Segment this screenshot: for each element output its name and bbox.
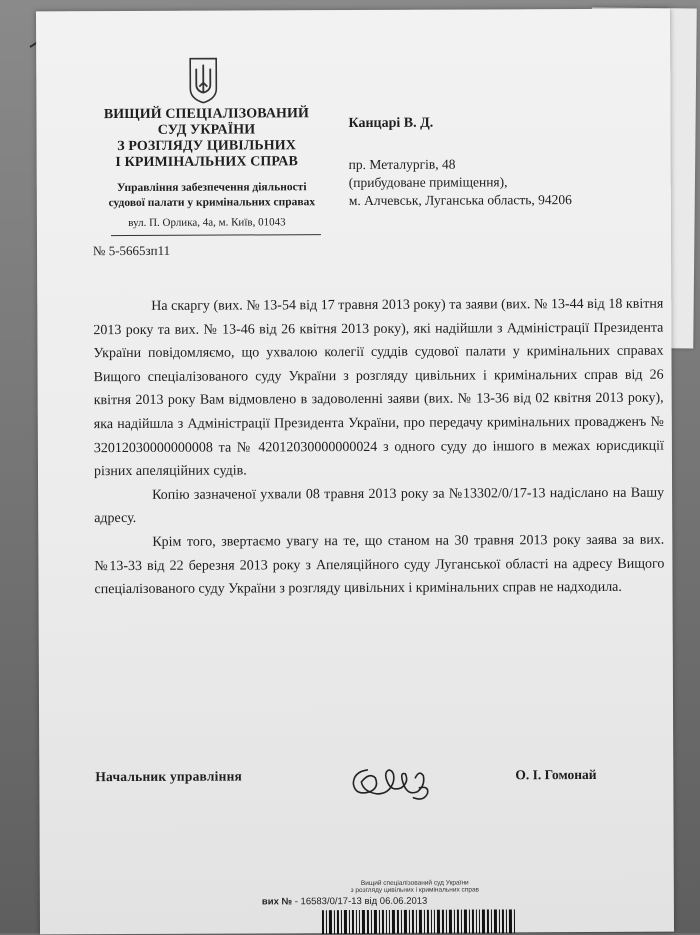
body-paragraph-2: Копію зазначеної ухвали 08 травня 2013 року за №13302/0/17-13 надіслано на Вашу адресу.	[94, 485, 665, 527]
body-paragraph-1: На скаргу (вих. № 13-54 від 17 травня 2013 року) та заяви (вих. № 13-44 від 18 квітня 2013 року та вих. № 13-46 від 26 квітня 2013 року), які надійшли з Адміністрації Президента України повідомляємо, що ухвалою колегії суддів судової палати у кримінальних справах Вищого спеціалізованого суду України з розгляду цивільних і кримінальних справ від 26 квітня 2013 року Вам відмовлено в задоволенні заяви (вих. № 13-36 від 02 квітня 2013 року), яка надійшла з Адміністрації Президента України, про передачу кримінальних провадженъ № 32012030000000008 та № 42012030000000024 з одного суду до іншого в межах юрисдикції різних апеляційних судів.	[93, 296, 664, 480]
signatory-name: О. І. Гомонай	[515, 766, 597, 783]
header-divider	[111, 234, 321, 236]
reference-number: № 5-5665зп11	[93, 242, 171, 259]
body-paragraph-3: Крім того, звертаємо увагу на те, що станом на 30 травня 2013 року заява за вих. №13-33 від 22 березня 2013 року з Апеляційного суду Луганської області на адресу Вищого спеціалізованого суду України з розгляду цивільних і кримінальних справ не надходила.	[94, 532, 665, 598]
letter-body	[93, 293, 664, 602]
recipient-name: Канцарі В. Д.	[348, 115, 434, 132]
letter-sheet	[36, 9, 674, 935]
court-name: ВИЩИЙ СПЕЦІАЛІЗОВАНИЙ СУД УКРАЇНИ З РОЗГЛЯДУ ЦИВІЛЬНИХ І КРИМІНАЛЬНИХ СПРАВ	[103, 106, 310, 171]
recipient-address: пр. Металургів, 48 (прибудоване приміщення), м. Алчевськ, Луганська область, 94206	[348, 156, 572, 209]
signatory-title: Начальник управління	[95, 768, 243, 785]
handwritten-signature	[339, 748, 449, 808]
registry-stamp-number	[262, 896, 427, 908]
outgoing-value: - 16583/0/17-13 від 06.06.2013	[294, 895, 428, 908]
department-name: Управління забезпечення діяльності судової палати у кримінальних справах	[108, 181, 316, 210]
barcode	[322, 909, 518, 934]
trident-emblem-icon	[186, 55, 220, 105]
outgoing-label: вих №	[261, 896, 293, 908]
registry-stamp-org: Вищий спеціалізований суд України з розгляду цивільних і кримінальних справ	[350, 879, 480, 895]
court-address: вул. П. Орлика, 4а, м. Київ, 01043	[128, 216, 286, 229]
